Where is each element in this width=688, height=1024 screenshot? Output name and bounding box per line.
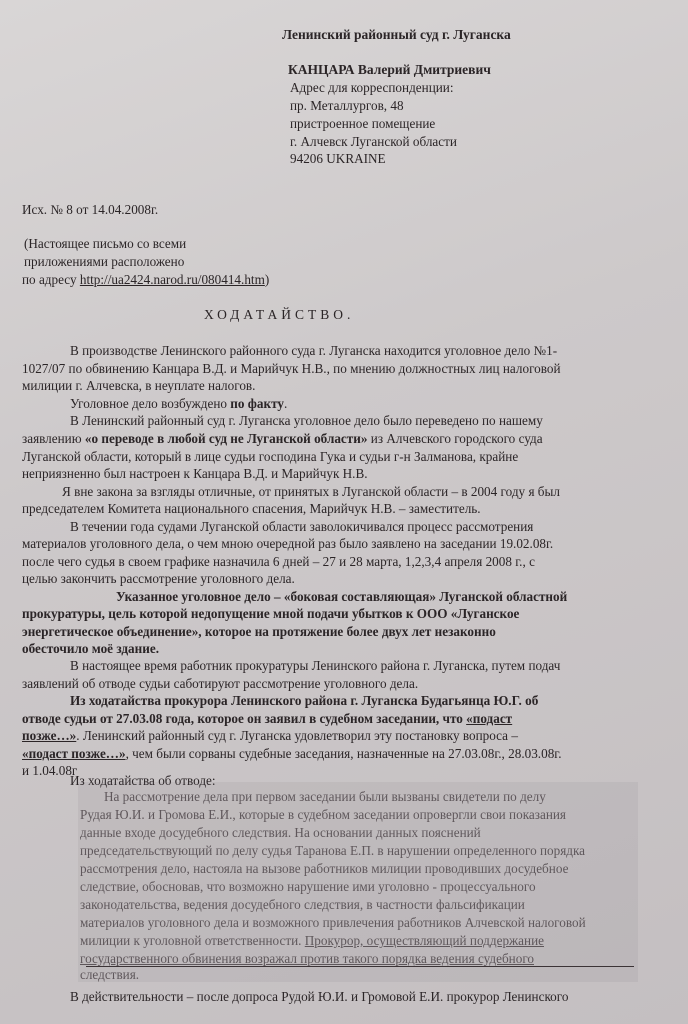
paragraph-line: В производстве Ленинского районного суда г. Луганска находится уголовное дело №1- [70, 343, 558, 358]
quote-line: законодательства, ведения досудебного следствия, в частности фальсификации [80, 897, 525, 912]
note-text: по адресу [22, 272, 80, 287]
paragraph-line: после чего судья в своем графике назначила 6 дней – 27 и 28 марта, 1,2,3,4 апреля 2008 г., с [22, 554, 535, 569]
note-text: ) [264, 272, 270, 287]
paragraph-line: Я вне закона за взгляды отличные, от принятых в Луганской области – в 2004 году я был [62, 484, 560, 499]
quote-line: материалов уголовного дела и возможного привлечения работников Алчевской налоговой [80, 915, 586, 930]
quote-line: Рудая Ю.И. и Громова Е.И., которые в судебном заседании опровергли свои показания [80, 807, 566, 822]
paragraph-line: В течении года судами Луганской области заволокичивался процесс рассмотрения [70, 519, 534, 534]
address-line: пр. Металлургов, 48 [290, 98, 404, 113]
note-line: приложениями расположено [24, 254, 185, 269]
paragraph-line: заявлений об отводе судьи саботируют рассмотрение уголовного дела. [22, 676, 419, 691]
paragraph-line: 1027/07 по обвинению Канцара В.Д. и Марийчук Н.В., по мнению должностных лиц налоговой [22, 361, 561, 376]
outgoing-number: Исх. № 8 от 14.04.2008г. [22, 202, 159, 217]
text-span: милиции к уголовной ответственности. [80, 933, 305, 948]
text-span: . [283, 396, 288, 411]
paragraph-line [22, 745, 562, 762]
address-line: 94206 UKRAINE [290, 151, 386, 166]
note-line [22, 271, 269, 288]
quote-line: данные входе досудебного следствия. На основании данных пояснений [80, 825, 481, 840]
bold-span: «о переводе в любой суд не Луганской области» [84, 431, 368, 446]
paragraph-line: милиции г. Алчевска, в неуплате налогов. [22, 378, 256, 393]
quote-line: председательствующий по делу судья Таранова Е.П. в нарушении определенного порядка [80, 843, 586, 858]
underline-rule [86, 966, 634, 967]
quote-line: следствия. [80, 967, 140, 982]
underlined-quote: позже…» [22, 728, 77, 743]
paragraph-line: прокуратуры, цель которой недопущение мной подачи убытков к ООО «Луганское [22, 606, 520, 621]
bold-span: отводе судьи от 27.03.08 года, которое он заявил в судебном заседании, что [22, 711, 467, 726]
quote-line [80, 932, 544, 949]
bold-span: по факту [230, 396, 284, 411]
paragraph-line: В Ленинский районный суд г. Луганска уголовное дело было переведено по нашему [70, 413, 543, 428]
paragraph-line [22, 430, 543, 447]
paragraph-line: обесточило моё здание. [22, 641, 159, 656]
paragraph-line: целью закончить рассмотрение уголовного дела. [22, 571, 295, 586]
quote-line: государственного обвинения возражал против такого порядка ведения судебного [80, 951, 534, 966]
court-name: Ленинский районный суд г. Луганска [282, 27, 511, 42]
underlined-quote: «подаст позже…» [22, 746, 126, 761]
paragraph-line: Из ходатайства прокурора Ленинского района г. Луганска Будагьянца Ю.Г. об [70, 693, 539, 708]
address-line: пристроенное помещение [290, 116, 436, 131]
text-span: заявлению [22, 431, 85, 446]
underlined-quote: «подаст [466, 711, 513, 726]
note-link[interactable]: http://ua2424.narod.ru/080414.htm [79, 272, 265, 287]
paragraph-line: и 1.04.08г [22, 763, 78, 778]
note-line: (Настоящее письмо со всеми [24, 236, 187, 251]
document-title: ХОДАТАЙСТВО. [204, 307, 355, 322]
paragraph-line: Указанное уголовное дело – «боковая составляющая» Луганской областной [116, 589, 568, 604]
quote-line: рассмотрения дело, настояла на вызове работников милиции проводивших досудебное [80, 861, 569, 876]
paragraph-line: неприязненно был настроен к Канцара В.Д. и Марийчук Н.В. [22, 466, 368, 481]
text-span: Уголовное дело возбуждено [70, 396, 231, 411]
paragraph-line [22, 727, 518, 744]
text-span: , чем были сорваны судебные заседания, назначенные на 27.03.08г., 28.03.08г. [125, 746, 562, 761]
paragraph-line: Луганской области, который в лице судьи господина Гука и судьи г-н Залманова, крайне [22, 449, 519, 464]
text-span: . Ленинский районный суд г. Луганска удовлетворил эту постановку вопроса – [76, 728, 518, 743]
address-line: г. Алчевск Луганской области [290, 134, 457, 149]
paragraph-line: Из ходатайства об отводе: [70, 773, 216, 788]
quote-line: На рассмотрение дела при первом заседании были вызваны свидетели по делу [104, 789, 546, 804]
paragraph-line: председателем Комитета национального спасения, Марийчук Н.В. – заместитель. [22, 501, 481, 516]
paragraph-line: В настоящее время работник прокуратуры Ленинского района г. Луганска, путем подач [70, 658, 561, 673]
underlined-text: Прокурор, осуществляющий поддержание [304, 933, 544, 948]
text-span: из Алчевского городского суда [367, 431, 543, 446]
paragraph-line [70, 395, 287, 412]
address-line: Адрес для корреспонденции: [290, 80, 454, 95]
paragraph-line [22, 710, 512, 727]
sender-name: КАНЦАРА Валерий Дмитриевич [288, 62, 491, 77]
quote-line: следствие, обосновав, что возможно нарушение ими уголовно - процессуального [80, 879, 536, 894]
paragraph-line: материалов уголовного дела, о чем мною очередной раз было заявлено на заседании 19.02.08г. [22, 536, 554, 551]
paragraph-line: В действительности – после допроса Рудой Ю.И. и Громовой Е.И. прокурор Ленинского [70, 989, 569, 1004]
paragraph-line: энергетическое объединение», которое на протяжение более двух лет незаконно [22, 624, 496, 639]
